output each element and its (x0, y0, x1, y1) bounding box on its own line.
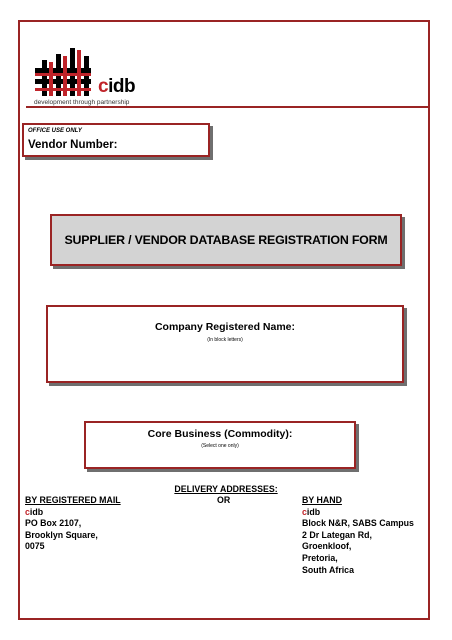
mail-line: 0075 (25, 541, 45, 552)
mail-org: cidb (25, 506, 44, 517)
mail-line: Brooklyn Square, (25, 529, 98, 540)
or-text: OR (217, 495, 231, 505)
cidb-logo-icon (32, 46, 96, 98)
delivery-heading: DELIVERY ADDRESSES: (174, 484, 278, 494)
form-title-box (50, 214, 402, 266)
office-use-box (22, 123, 210, 157)
vendor-number-label: Vendor Number: (28, 139, 118, 151)
or-separator (217, 495, 230, 507)
mail-heading: BY REGISTERED MAIL (25, 495, 121, 505)
hand-line: Block N&R, SABS Campus (302, 518, 414, 529)
core-business-field[interactable] (84, 421, 356, 469)
hand-address (302, 495, 414, 576)
cidb-wordmark: cidb (98, 76, 136, 97)
hand-org: cidb (302, 506, 321, 517)
form-title: SUPPLIER / VENDOR DATABASE REGISTRATION FORM (64, 233, 388, 247)
office-use-label: OFFICE USE ONLY (28, 128, 82, 134)
company-name-field[interactable] (46, 305, 404, 383)
hand-line: 2 Dr Lategan Rd, (302, 529, 372, 540)
company-name-note: (In block letters) (207, 337, 243, 343)
logo-tagline: development through partnership (34, 99, 130, 106)
company-name-label: Company Registered Name: (154, 321, 296, 333)
letterhead (26, 28, 430, 108)
hand-line: South Africa (302, 564, 354, 575)
hand-line: Pretoria, (302, 552, 338, 563)
mail-address (25, 495, 121, 553)
core-business-note: (Select one only) (201, 443, 239, 449)
core-business-label: Core Business (Commodity): (147, 428, 293, 440)
hand-heading: BY HAND (302, 495, 342, 505)
hand-line: Groenkloof, (302, 541, 352, 552)
mail-line: PO Box 2107, (25, 518, 82, 529)
